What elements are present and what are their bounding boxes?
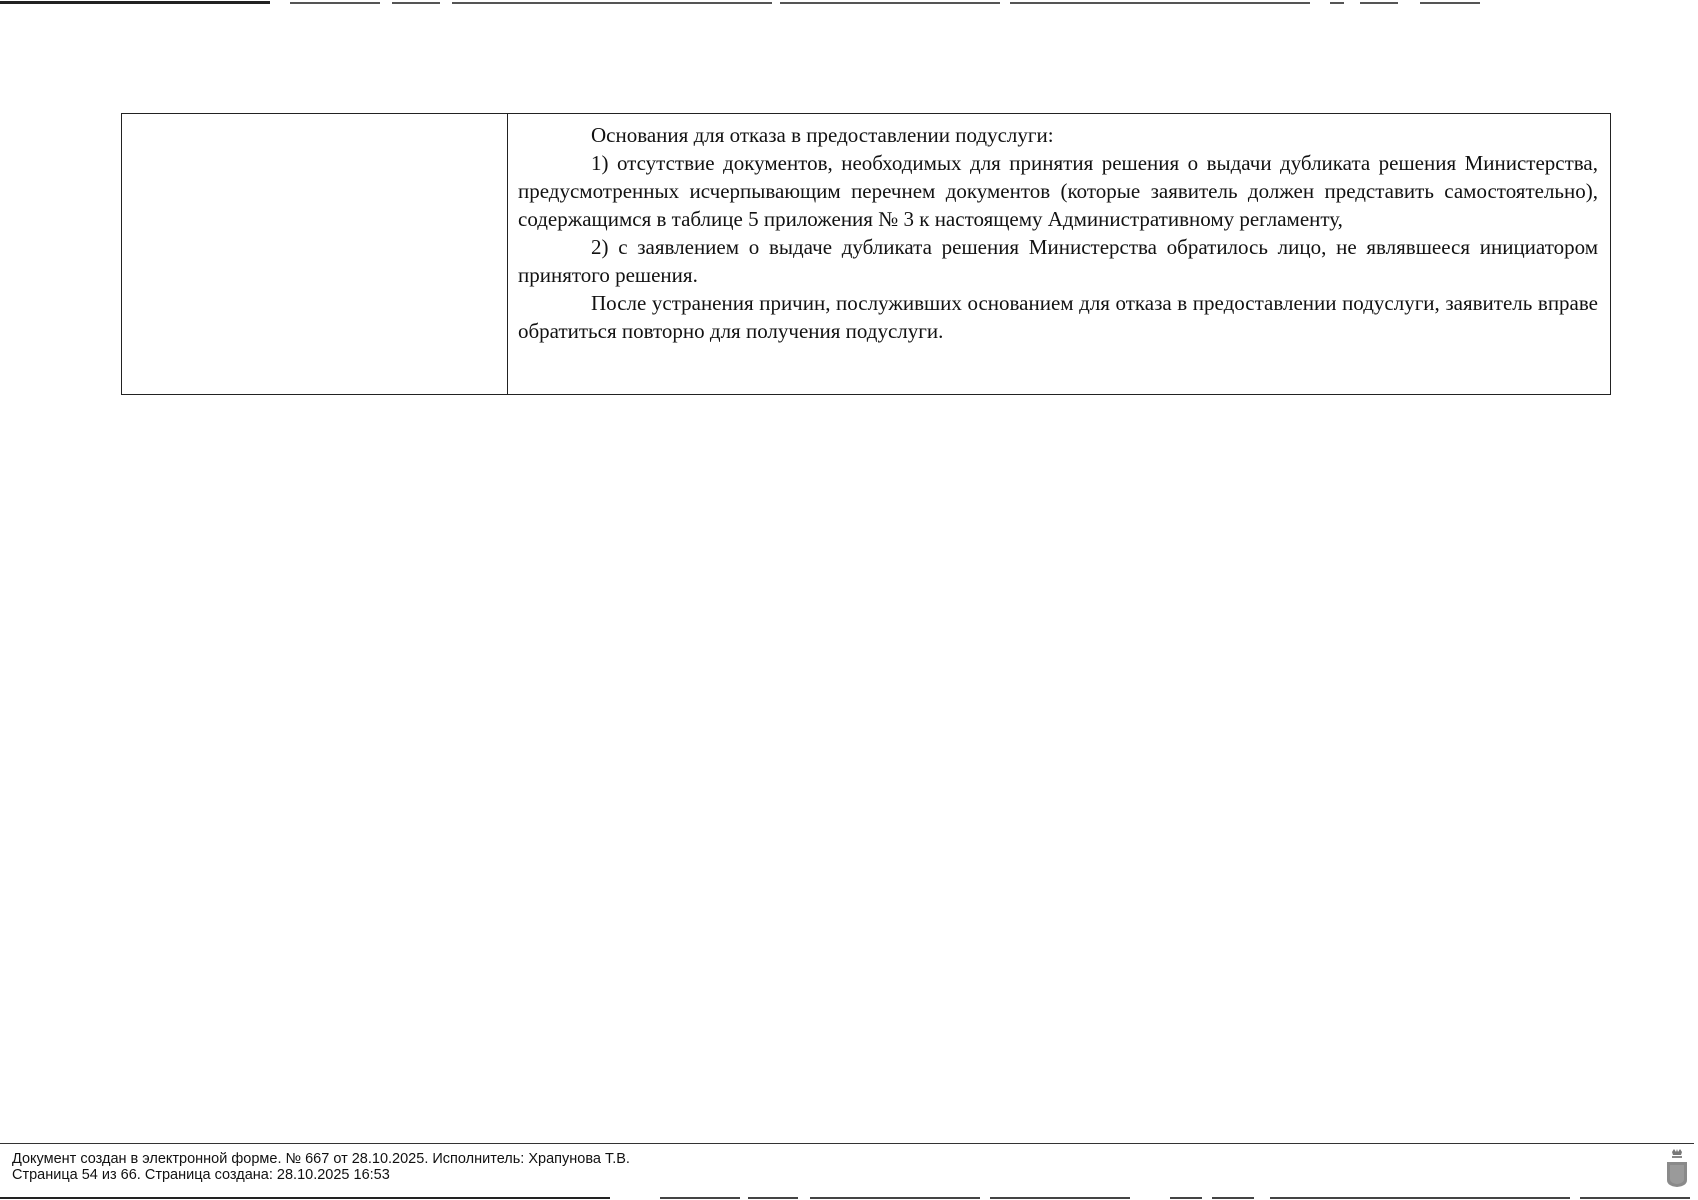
paragraph-heading: Основания для отказа в предоставлении подуслуги: xyxy=(591,123,1054,147)
page-footer xyxy=(0,1143,1698,1200)
table-left-cell xyxy=(122,114,508,394)
footer-document-info: Документ создан в электронной форме. № 667 от 28.10.2025. Исполнитель: Храпунова Т.В. xyxy=(12,1151,630,1167)
bottom-scan-border xyxy=(0,1196,1698,1200)
paragraph-item-2: 2) с заявлением о выдаче дубликата решения Министерства обратилось лицо, не являвшееся инициатором принятого решения. xyxy=(518,235,1598,287)
paragraph-conclusion: После устранения причин, послуживших основанием для отказа в предоставлении подуслуги, заявитель вправе обратиться повторно для получения подуслуги. xyxy=(518,291,1598,343)
document-table xyxy=(121,113,1611,395)
table-right-cell xyxy=(508,114,1610,394)
paragraph-item-1: 1) отсутствие документов, необходимых для принятия решения о выдачи дубликата решения Министерства, предусмотренных исчерпывающим перечнем документов (которые заявитель должен представить самостоятельно), содержащимся в таблице 5 приложения № 3 к настоящему Административному регламенту, xyxy=(518,151,1598,231)
footer-info xyxy=(12,1151,630,1183)
coat-of-arms-icon xyxy=(1666,1148,1688,1188)
footer-divider xyxy=(0,1143,1694,1144)
top-scan-border xyxy=(0,0,1510,6)
footer-page-info: Страница 54 из 66. Страница создана: 28.10.2025 16:53 xyxy=(12,1167,390,1183)
